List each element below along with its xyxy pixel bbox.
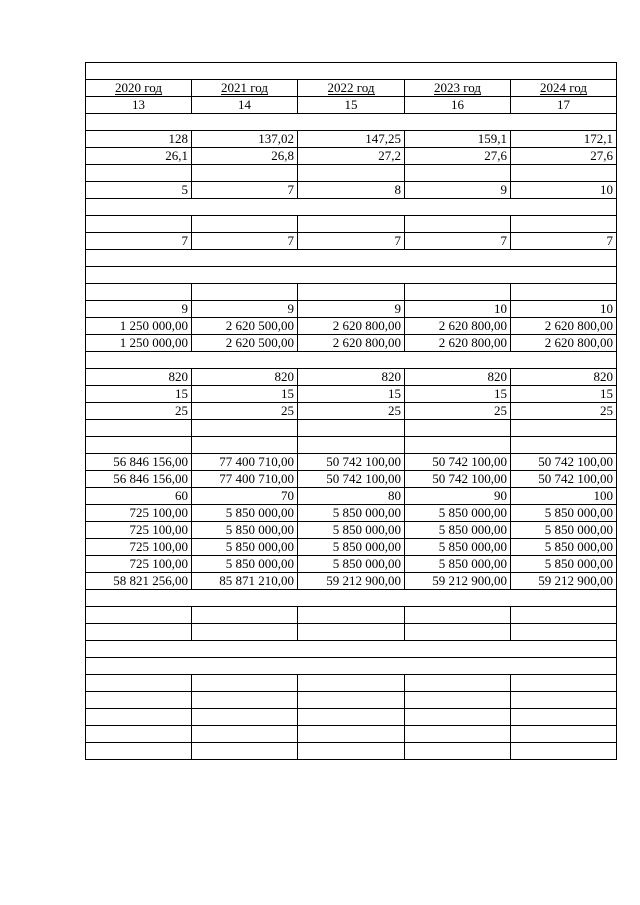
section-row <box>86 114 617 131</box>
table-row <box>86 726 617 743</box>
table-cell: 5 850 000,00 <box>192 505 298 522</box>
table-cell <box>511 692 617 709</box>
table-cell <box>511 437 617 454</box>
table-cell: 5 850 000,00 <box>405 522 511 539</box>
table-top-spanning-cell <box>86 63 617 80</box>
table-cell: 25 <box>405 403 511 420</box>
year-header-cell <box>405 80 511 97</box>
table-cell: 820 <box>86 369 192 386</box>
table-cell <box>298 216 405 233</box>
table-cell: 5 850 000,00 <box>298 556 405 573</box>
table-cell <box>511 165 617 182</box>
table-cell <box>511 284 617 301</box>
table-cell <box>511 743 617 760</box>
table-cell <box>192 624 298 641</box>
table-cell <box>298 726 405 743</box>
table-cell <box>405 743 511 760</box>
table-cell: 50 742 100,00 <box>511 454 617 471</box>
table-cell: 7 <box>192 182 298 199</box>
table-cell <box>192 709 298 726</box>
table-cell: 5 850 000,00 <box>405 556 511 573</box>
table-cell: 7 <box>405 233 511 250</box>
table-cell <box>192 607 298 624</box>
column-number-cell: 16 <box>405 97 511 114</box>
year-header-row <box>86 80 617 97</box>
table-cell: 25 <box>86 403 192 420</box>
table-row <box>86 369 617 386</box>
table-cell: 820 <box>192 369 298 386</box>
table-row <box>86 454 617 471</box>
table-row <box>86 131 617 148</box>
table-cell <box>511 675 617 692</box>
table-row <box>86 284 617 301</box>
table-cell <box>405 692 511 709</box>
table-cell <box>511 216 617 233</box>
table-cell: 2 620 800,00 <box>298 318 405 335</box>
section-spanning-cell <box>86 641 617 658</box>
table-cell: 10 <box>511 301 617 318</box>
table-cell <box>86 216 192 233</box>
table-top-row <box>86 63 617 80</box>
table-row <box>86 505 617 522</box>
table-cell <box>192 284 298 301</box>
table-cell: 7 <box>192 233 298 250</box>
table-cell: 725 100,00 <box>86 505 192 522</box>
table-row <box>86 216 617 233</box>
table-cell: 50 742 100,00 <box>511 471 617 488</box>
table-cell <box>86 726 192 743</box>
year-header-cell <box>86 80 192 97</box>
table-cell <box>192 692 298 709</box>
table-cell <box>192 743 298 760</box>
column-number-row <box>86 97 617 114</box>
table-cell: 77 400 710,00 <box>192 454 298 471</box>
table-cell: 2 620 800,00 <box>298 335 405 352</box>
section-spanning-cell <box>86 352 617 369</box>
table-cell: 15 <box>405 386 511 403</box>
table-cell <box>86 743 192 760</box>
table-row <box>86 420 617 437</box>
section-row <box>86 658 617 675</box>
table-cell: 77 400 710,00 <box>192 471 298 488</box>
table-cell: 2 620 800,00 <box>405 335 511 352</box>
table-cell: 15 <box>298 386 405 403</box>
table-cell: 147,25 <box>298 131 405 148</box>
table-cell <box>86 420 192 437</box>
table-cell: 58 821 256,00 <box>86 573 192 590</box>
table-cell: 50 742 100,00 <box>405 454 511 471</box>
table-body <box>86 63 617 760</box>
table-row <box>86 675 617 692</box>
table-cell <box>86 284 192 301</box>
table-cell: 9 <box>405 182 511 199</box>
table-cell: 25 <box>298 403 405 420</box>
table-row <box>86 607 617 624</box>
section-spanning-cell <box>86 658 617 675</box>
table-cell: 50 742 100,00 <box>298 454 405 471</box>
table-cell: 8 <box>298 182 405 199</box>
table-cell: 5 850 000,00 <box>511 505 617 522</box>
table-cell: 50 742 100,00 <box>298 471 405 488</box>
table-cell <box>405 420 511 437</box>
table-row <box>86 437 617 454</box>
table-cell <box>86 692 192 709</box>
table-cell: 9 <box>86 301 192 318</box>
table-cell: 70 <box>192 488 298 505</box>
table-cell: 159,1 <box>405 131 511 148</box>
table-cell <box>86 165 192 182</box>
section-row <box>86 352 617 369</box>
table-cell: 820 <box>298 369 405 386</box>
table-cell <box>298 420 405 437</box>
table-row <box>86 318 617 335</box>
table-cell <box>405 709 511 726</box>
table-cell <box>298 284 405 301</box>
table-cell: 9 <box>192 301 298 318</box>
table-row <box>86 692 617 709</box>
table-cell: 5 850 000,00 <box>192 539 298 556</box>
table-cell <box>405 607 511 624</box>
table-cell: 25 <box>511 403 617 420</box>
table-cell <box>86 709 192 726</box>
table-cell <box>405 216 511 233</box>
section-row <box>86 250 617 267</box>
table-cell <box>192 437 298 454</box>
table-cell: 1 250 000,00 <box>86 318 192 335</box>
table-cell: 10 <box>511 182 617 199</box>
table-cell <box>86 675 192 692</box>
section-row <box>86 641 617 658</box>
table-cell <box>298 675 405 692</box>
table-cell: 820 <box>511 369 617 386</box>
table-row <box>86 148 617 165</box>
table-cell: 5 850 000,00 <box>298 505 405 522</box>
table-row <box>86 233 617 250</box>
section-spanning-cell <box>86 250 617 267</box>
year-header-cell <box>192 80 298 97</box>
table-cell <box>86 437 192 454</box>
table-cell <box>405 675 511 692</box>
table-cell: 5 850 000,00 <box>511 556 617 573</box>
table-row <box>86 556 617 573</box>
year-header-text: 2022 год <box>327 80 375 95</box>
table-cell <box>192 420 298 437</box>
column-number-cell: 13 <box>86 97 192 114</box>
data-table <box>85 62 617 760</box>
table-cell: 1 250 000,00 <box>86 335 192 352</box>
table-row <box>86 539 617 556</box>
table-cell: 2 620 800,00 <box>405 318 511 335</box>
year-header-cell <box>511 80 617 97</box>
column-number-cell: 15 <box>298 97 405 114</box>
table-cell <box>298 692 405 709</box>
table-cell <box>192 216 298 233</box>
table-cell: 59 212 900,00 <box>405 573 511 590</box>
table-cell <box>86 607 192 624</box>
table-cell: 90 <box>405 488 511 505</box>
section-spanning-cell <box>86 114 617 131</box>
table-cell: 56 846 156,00 <box>86 454 192 471</box>
table-cell: 725 100,00 <box>86 539 192 556</box>
year-header-text: 2023 год <box>434 80 481 95</box>
table-row <box>86 573 617 590</box>
table-cell <box>511 607 617 624</box>
table-cell <box>405 624 511 641</box>
table-cell: 26,1 <box>86 148 192 165</box>
table-cell: 725 100,00 <box>86 556 192 573</box>
table-cell: 27,6 <box>405 148 511 165</box>
section-row <box>86 199 617 216</box>
table-cell: 2 620 500,00 <box>192 335 298 352</box>
table-cell: 5 850 000,00 <box>192 522 298 539</box>
table-cell: 128 <box>86 131 192 148</box>
table-cell <box>298 607 405 624</box>
table-cell <box>298 165 405 182</box>
table-cell: 59 212 900,00 <box>511 573 617 590</box>
table-cell <box>86 624 192 641</box>
table-cell <box>405 165 511 182</box>
table-row <box>86 743 617 760</box>
table-row <box>86 522 617 539</box>
table-cell: 60 <box>86 488 192 505</box>
table-row <box>86 182 617 199</box>
table-cell <box>405 284 511 301</box>
table-cell <box>511 420 617 437</box>
table-cell <box>298 709 405 726</box>
table-cell <box>298 743 405 760</box>
table-cell <box>192 726 298 743</box>
table-cell: 50 742 100,00 <box>405 471 511 488</box>
table-cell: 15 <box>511 386 617 403</box>
section-spanning-cell <box>86 590 617 607</box>
table-cell <box>298 624 405 641</box>
table-row <box>86 301 617 318</box>
table-cell: 2 620 500,00 <box>192 318 298 335</box>
table-row <box>86 165 617 182</box>
column-number-cell: 14 <box>192 97 298 114</box>
year-header-text: 2024 год <box>540 80 588 95</box>
table-row <box>86 386 617 403</box>
section-spanning-cell <box>86 267 617 284</box>
table-cell <box>511 709 617 726</box>
table-cell <box>298 437 405 454</box>
year-header-text: 2020 год <box>115 80 162 95</box>
table-cell: 172,1 <box>511 131 617 148</box>
section-row <box>86 590 617 607</box>
table-cell: 9 <box>298 301 405 318</box>
table-cell: 5 850 000,00 <box>192 556 298 573</box>
table-cell: 7 <box>511 233 617 250</box>
table-cell: 100 <box>511 488 617 505</box>
table-cell: 5 850 000,00 <box>511 539 617 556</box>
year-header-text: 2021 год <box>221 80 268 95</box>
table-cell: 15 <box>86 386 192 403</box>
table-row <box>86 709 617 726</box>
table-row <box>86 403 617 420</box>
section-row <box>86 267 617 284</box>
table-cell: 2 620 800,00 <box>511 318 617 335</box>
table-row <box>86 471 617 488</box>
year-header-cell <box>298 80 405 97</box>
table-cell <box>405 437 511 454</box>
table-cell: 5 <box>86 182 192 199</box>
table-cell: 137,02 <box>192 131 298 148</box>
table-cell: 5 850 000,00 <box>298 522 405 539</box>
table-cell: 5 850 000,00 <box>405 505 511 522</box>
table-cell: 59 212 900,00 <box>298 573 405 590</box>
table-cell: 80 <box>298 488 405 505</box>
table-cell: 5 850 000,00 <box>405 539 511 556</box>
table-cell: 27,2 <box>298 148 405 165</box>
table-cell <box>511 726 617 743</box>
table-row <box>86 335 617 352</box>
table-cell: 26,8 <box>192 148 298 165</box>
table-cell: 5 850 000,00 <box>298 539 405 556</box>
section-spanning-cell <box>86 199 617 216</box>
table-cell <box>405 726 511 743</box>
table-cell <box>192 165 298 182</box>
table-cell: 5 850 000,00 <box>511 522 617 539</box>
table-cell: 10 <box>405 301 511 318</box>
table-cell <box>192 675 298 692</box>
table-cell: 56 846 156,00 <box>86 471 192 488</box>
column-number-cell: 17 <box>511 97 617 114</box>
table-cell: 25 <box>192 403 298 420</box>
table-cell <box>511 624 617 641</box>
table-cell: 820 <box>405 369 511 386</box>
table-cell: 7 <box>298 233 405 250</box>
table-cell: 15 <box>192 386 298 403</box>
table-row <box>86 624 617 641</box>
table-row <box>86 488 617 505</box>
table-cell: 27,6 <box>511 148 617 165</box>
table-cell: 7 <box>86 233 192 250</box>
table-cell: 725 100,00 <box>86 522 192 539</box>
table-cell: 2 620 800,00 <box>511 335 617 352</box>
table-cell: 85 871 210,00 <box>192 573 298 590</box>
